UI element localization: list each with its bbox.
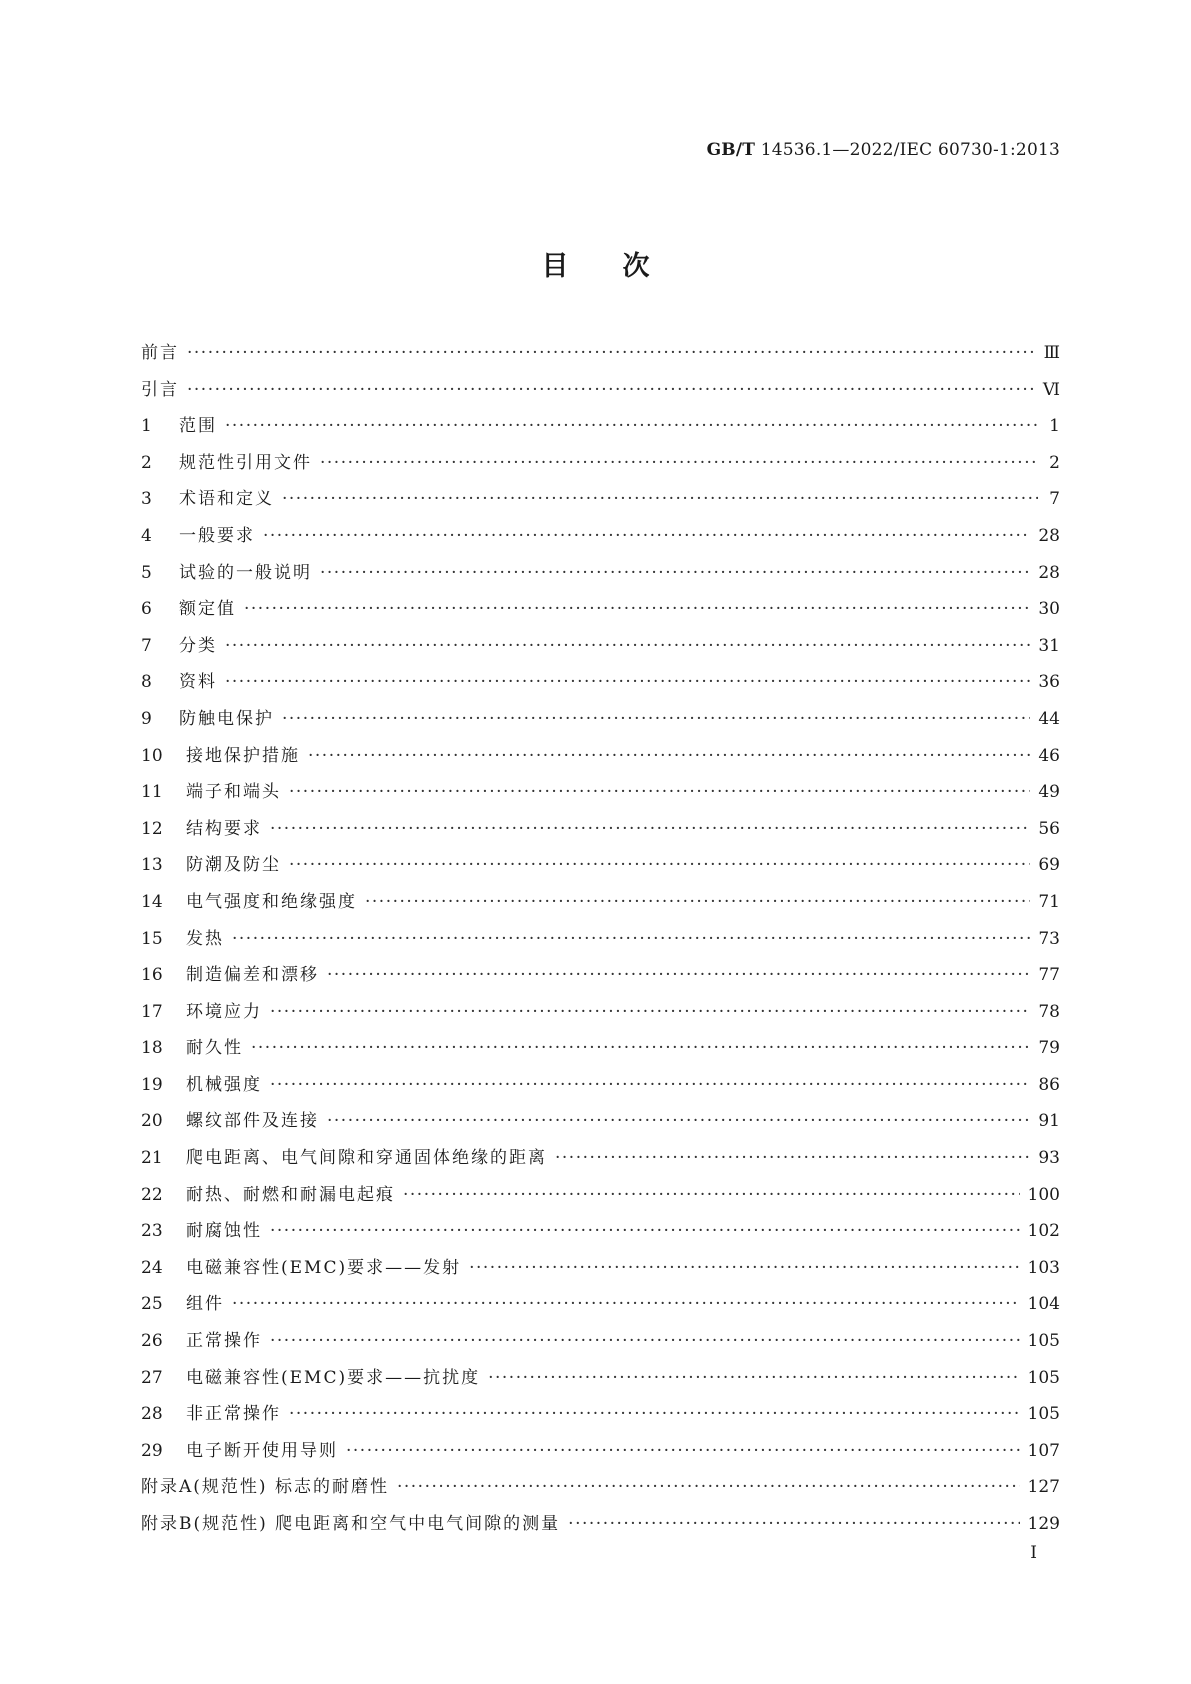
toc-entry-page: 104 xyxy=(1027,1294,1060,1315)
toc-entry-number: 22 xyxy=(141,1184,163,1205)
toc-entry-number: 20 xyxy=(141,1111,163,1132)
toc-entry-page: 77 xyxy=(1038,965,1060,986)
toc-entry[interactable] xyxy=(141,1399,1060,1436)
toc-entry-label: 电磁兼容性(EMC)要求——抗扰度 xyxy=(186,1367,481,1388)
page-number: I xyxy=(1030,1543,1037,1563)
toc-entry[interactable] xyxy=(141,631,1060,668)
toc-entry-number: 1 xyxy=(141,416,152,437)
toc-entry-number: 19 xyxy=(141,1074,163,1095)
toc-entry[interactable] xyxy=(141,667,1060,704)
toc-entry-number: 12 xyxy=(141,818,163,839)
toc-leader-dots xyxy=(282,709,1030,729)
toc-entry[interactable] xyxy=(141,1143,1060,1180)
toc-entry[interactable] xyxy=(141,1436,1060,1473)
table-of-contents xyxy=(141,338,1060,1546)
toc-entry-page: 46 xyxy=(1038,745,1060,766)
toc-entry-page: 105 xyxy=(1027,1367,1060,1388)
toc-entry-page: 71 xyxy=(1038,891,1060,912)
toc-entry-label: 电气强度和绝缘强度 xyxy=(186,891,357,912)
toc-leader-dots xyxy=(232,1294,1020,1314)
toc-leader-dots xyxy=(270,819,1030,839)
toc-leader-dots xyxy=(488,1368,1019,1388)
toc-entry-label: 分类 xyxy=(179,635,217,656)
toc-entry-page: 105 xyxy=(1027,1331,1060,1352)
toc-entry[interactable] xyxy=(141,887,1060,924)
toc-entry-number: 6 xyxy=(141,599,152,620)
toc-entry[interactable] xyxy=(141,704,1060,741)
toc-entry[interactable] xyxy=(141,1253,1060,1290)
toc-leader-dots xyxy=(346,1441,1020,1461)
toc-leader-dots xyxy=(270,1075,1030,1095)
toc-entry[interactable] xyxy=(141,1106,1060,1143)
toc-entry-page: 103 xyxy=(1027,1257,1060,1278)
toc-leader-dots xyxy=(232,929,1030,949)
toc-entry-page: 1 xyxy=(1049,416,1060,437)
toc-entry[interactable] xyxy=(141,1070,1060,1107)
toc-entry-number: 13 xyxy=(141,855,163,876)
toc-entry[interactable] xyxy=(141,1216,1060,1253)
toc-entry-label: 结构要求 xyxy=(186,818,262,839)
toc-entry-number: 17 xyxy=(141,1001,163,1022)
toc-leader-dots xyxy=(187,380,1035,400)
toc-leader-dots xyxy=(289,855,1030,875)
toc-entry[interactable] xyxy=(141,1363,1060,1400)
toc-entry[interactable] xyxy=(141,777,1060,814)
toc-entry-label: 电子断开使用导则 xyxy=(186,1440,338,1461)
toc-entry-page: 127 xyxy=(1027,1477,1060,1498)
toc-entry-number: 7 xyxy=(141,635,152,656)
toc-entry[interactable] xyxy=(141,741,1060,778)
toc-entry[interactable] xyxy=(141,484,1060,521)
toc-entry-page: 2 xyxy=(1049,452,1060,473)
toc-entry-label: 非正常操作 xyxy=(186,1404,281,1425)
toc-entry-page: 44 xyxy=(1038,708,1060,729)
toc-entry-label: 防潮及防尘 xyxy=(186,855,281,876)
toc-entry-label: 附录A(规范性) 标志的耐磨性 xyxy=(141,1477,389,1498)
toc-entry-number: 29 xyxy=(141,1440,163,1461)
toc-entry-page: 79 xyxy=(1038,1038,1060,1059)
toc-leader-dots xyxy=(251,1038,1030,1058)
toc-entry[interactable] xyxy=(141,1509,1060,1546)
toc-entry[interactable] xyxy=(141,594,1060,631)
toc-entry-page: 69 xyxy=(1038,855,1060,876)
toc-entry-label: 耐热、耐燃和耐漏电起痕 xyxy=(186,1184,395,1205)
toc-entry-number: 8 xyxy=(141,672,152,693)
toc-entry-number: 15 xyxy=(141,928,163,949)
toc-leader-dots xyxy=(270,1331,1020,1351)
toc-entry[interactable] xyxy=(141,1472,1060,1509)
toc-leader-dots xyxy=(187,343,1036,363)
toc-entry-page: 30 xyxy=(1038,599,1060,620)
toc-entry-label: 接地保护措施 xyxy=(186,745,300,766)
toc-entry-label: 试验的一般说明 xyxy=(179,562,312,583)
toc-entry-label: 规范性引用文件 xyxy=(179,452,312,473)
toc-leader-dots xyxy=(555,1148,1030,1168)
toc-entry-label: 机械强度 xyxy=(186,1074,262,1095)
toc-leader-dots xyxy=(403,1185,1020,1205)
toc-leader-dots xyxy=(270,1221,1020,1241)
toc-entry-number: 25 xyxy=(141,1294,163,1315)
toc-entry-number: 23 xyxy=(141,1221,163,1242)
toc-entry-number: 3 xyxy=(141,489,152,510)
toc-entry-page: 78 xyxy=(1038,1001,1060,1022)
toc-entry-label: 防触电保护 xyxy=(179,708,274,729)
toc-entry-label: 发热 xyxy=(186,928,224,949)
toc-entry-page: 56 xyxy=(1038,818,1060,839)
toc-entry[interactable] xyxy=(141,375,1060,412)
toc-leader-dots xyxy=(225,416,1038,436)
toc-entry-page: Ⅵ xyxy=(1042,379,1060,400)
toc-title: 目次 xyxy=(541,251,704,282)
toc-entry[interactable] xyxy=(141,960,1060,997)
toc-entry-page: 7 xyxy=(1049,489,1060,510)
toc-entry-number: 4 xyxy=(141,525,152,546)
toc-entry-page: 100 xyxy=(1027,1184,1060,1205)
toc-entry-number: 2 xyxy=(141,452,152,473)
toc-entry-label: 一般要求 xyxy=(179,525,255,546)
toc-entry-label: 环境应力 xyxy=(186,1001,262,1022)
toc-leader-dots xyxy=(568,1514,1019,1534)
toc-entry-label: 螺纹部件及连接 xyxy=(186,1111,319,1132)
toc-entry-page: 91 xyxy=(1038,1111,1060,1132)
toc-entry-label: 电磁兼容性(EMC)要求——发射 xyxy=(186,1257,462,1278)
toc-entry-label: 组件 xyxy=(186,1294,224,1315)
toc-leader-dots xyxy=(225,672,1030,692)
toc-entry[interactable] xyxy=(141,1033,1060,1070)
toc-entry-number: 27 xyxy=(141,1367,163,1388)
toc-entry[interactable] xyxy=(141,814,1060,851)
toc-entry-label: 附录B(规范性) 爬电距离和空气中电气间隙的测量 xyxy=(141,1514,561,1534)
toc-entry-number: 5 xyxy=(141,562,152,583)
toc-entry-number: 24 xyxy=(141,1257,163,1278)
toc-leader-dots xyxy=(327,965,1030,985)
standard-code: GB/T xyxy=(706,140,756,160)
toc-leader-dots xyxy=(263,526,1030,546)
toc-entry-label: 爬电距离、电气间隙和穿通固体绝缘的距离 xyxy=(186,1148,547,1169)
toc-entry[interactable] xyxy=(141,411,1060,448)
toc-entry[interactable] xyxy=(141,850,1060,887)
toc-leader-dots xyxy=(289,1404,1020,1424)
toc-entry-label: 范围 xyxy=(179,416,217,437)
toc-entry-page: Ⅲ xyxy=(1043,343,1060,363)
toc-entry-page: 102 xyxy=(1027,1221,1060,1242)
toc-entry-page: 28 xyxy=(1038,525,1060,546)
toc-entry-label: 术语和定义 xyxy=(179,489,274,510)
toc-entry-page: 86 xyxy=(1038,1074,1060,1095)
toc-entry-page: 49 xyxy=(1038,782,1060,803)
toc-leader-dots xyxy=(365,892,1030,912)
toc-entry-label: 端子和端头 xyxy=(186,782,281,803)
toc-entry-label: 引言 xyxy=(141,379,179,400)
toc-leader-dots xyxy=(270,1002,1030,1022)
toc-entry[interactable] xyxy=(141,521,1060,558)
toc-entry-page: 36 xyxy=(1038,672,1060,693)
toc-leader-dots xyxy=(320,563,1030,583)
toc-leader-dots xyxy=(469,1258,1019,1278)
toc-entry-number: 10 xyxy=(141,745,163,766)
toc-leader-dots xyxy=(397,1477,1020,1497)
toc-leader-dots xyxy=(308,746,1030,766)
toc-leader-dots xyxy=(244,599,1030,619)
toc-leader-dots xyxy=(320,453,1038,473)
standard-code-header xyxy=(707,140,1060,160)
toc-entry-label: 额定值 xyxy=(179,599,236,620)
toc-entry-number: 28 xyxy=(141,1404,163,1425)
toc-entry-number: 14 xyxy=(141,891,163,912)
toc-entry[interactable] xyxy=(141,924,1060,961)
toc-entry-number: 26 xyxy=(141,1331,163,1352)
toc-leader-dots xyxy=(327,1111,1030,1131)
standard-code-rest: 14536.1—2022/IEC 60730-1:2013 xyxy=(760,140,1060,160)
toc-entry-number: 21 xyxy=(141,1148,163,1169)
toc-entry[interactable] xyxy=(141,997,1060,1034)
toc-entry-label: 耐腐蚀性 xyxy=(186,1221,262,1242)
toc-entry[interactable] xyxy=(141,1326,1060,1363)
toc-entry-page: 107 xyxy=(1027,1440,1060,1461)
toc-entry[interactable] xyxy=(141,1180,1060,1217)
toc-entry[interactable] xyxy=(141,1289,1060,1326)
toc-entry-page: 73 xyxy=(1038,928,1060,949)
toc-entry-label: 前言 xyxy=(141,343,179,363)
toc-leader-dots xyxy=(289,782,1030,802)
toc-entry-page: 28 xyxy=(1038,562,1060,583)
toc-entry-page: 105 xyxy=(1027,1404,1060,1425)
toc-entry[interactable] xyxy=(141,448,1060,485)
toc-leader-dots xyxy=(282,489,1038,509)
toc-entry[interactable] xyxy=(141,558,1060,595)
toc-entry-label: 正常操作 xyxy=(186,1331,262,1352)
toc-entry-number: 16 xyxy=(141,965,163,986)
toc-entry-label: 制造偏差和漂移 xyxy=(186,965,319,986)
toc-entry-number: 11 xyxy=(141,782,163,803)
toc-entry-number: 18 xyxy=(141,1038,163,1059)
toc-entry-page: 93 xyxy=(1038,1148,1060,1169)
toc-leader-dots xyxy=(225,636,1030,656)
toc-entry-page: 31 xyxy=(1038,635,1060,656)
toc-entry-label: 资料 xyxy=(179,672,217,693)
toc-entry-number: 9 xyxy=(141,708,152,729)
toc-entry[interactable] xyxy=(141,338,1060,375)
toc-entry-label: 耐久性 xyxy=(186,1038,243,1059)
toc-entry-page: 129 xyxy=(1027,1514,1060,1534)
